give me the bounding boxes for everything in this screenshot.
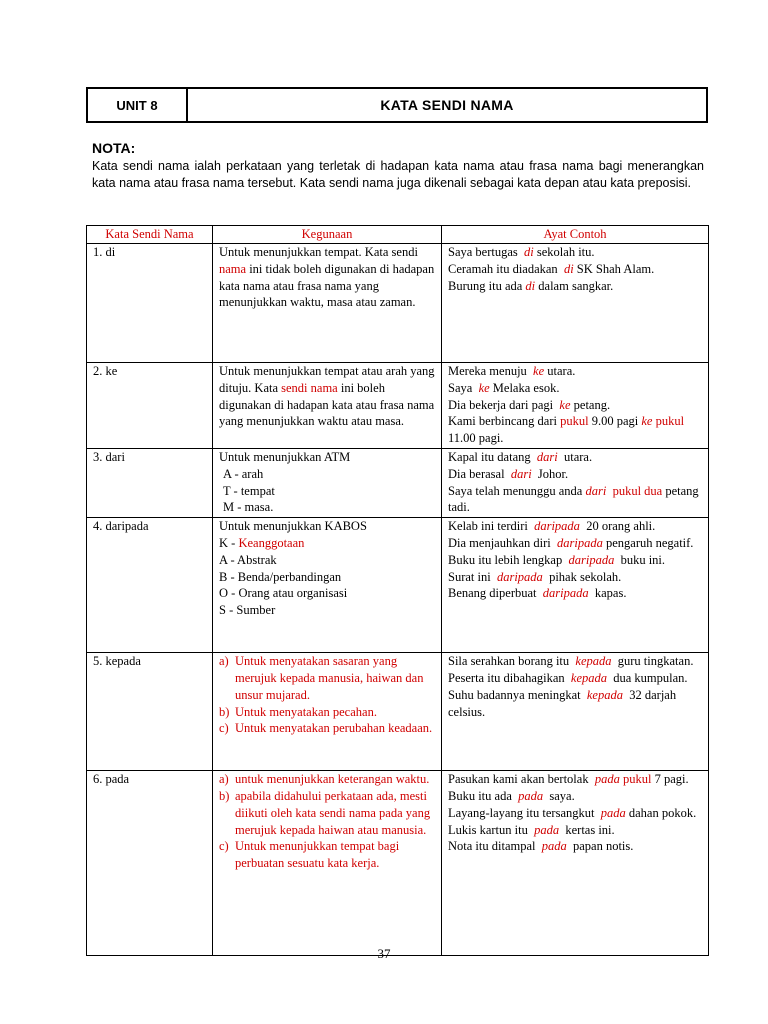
- usage-cell: [213, 518, 442, 653]
- example-sentence: Layang-layang itu tersangkut pada dahan pokok.: [448, 805, 697, 820]
- examples-cell: [442, 363, 709, 449]
- example-sentence: Ceramah itu diadakan di SK Shah Alam.: [448, 261, 655, 276]
- usage-line: A - Abstrak: [219, 552, 277, 567]
- unit-label: UNIT 8: [88, 89, 188, 121]
- examples-cell: [442, 449, 709, 518]
- examples-cell: [442, 244, 709, 363]
- example-sentence: Saya telah menunggu anda dari pukul dua petang tadi.: [448, 483, 699, 515]
- usage-item: b) apabila didahului perkataan ada, mesti diikuti oleh kata sendi nama pada yang merujuk kepada haiwan atau manusia.: [219, 788, 431, 837]
- nota-section: [92, 140, 704, 191]
- usage-line: Untuk menunjukkan KABOS: [219, 519, 367, 534]
- usage-line: T - tempat: [223, 483, 275, 498]
- word-cell: 2. ke: [87, 363, 213, 449]
- table-row: [87, 653, 709, 771]
- example-sentence: Kami berbincang dari pukul 9.00 pagi ke pukul 11.00 pagi.: [448, 414, 685, 446]
- examples-cell: [442, 653, 709, 771]
- word-cell: 4. daripada: [87, 518, 213, 653]
- usage-line: A - arah: [223, 466, 264, 481]
- example-sentence: Benang diperbuat daripada kapas.: [448, 586, 627, 601]
- usage-item: c) Untuk menyatakan perubahan keadaan.: [219, 721, 433, 736]
- usage-line: Untuk menunjukkan ATM: [219, 450, 351, 464]
- usage-item: b) Untuk menyatakan pecahan.: [219, 704, 377, 719]
- example-sentence: Lukis kartun itu pada kertas ini.: [448, 822, 615, 837]
- nota-label: NOTA:: [92, 140, 136, 156]
- example-sentence: Saya bertugas di sekolah itu.: [448, 245, 595, 259]
- table-row: [87, 363, 709, 449]
- usage-item: c) Untuk menunjukkan tempat bagi perbuatan sesuatu kata kerja.: [219, 839, 400, 871]
- example-sentence: Buku itu lebih lengkap daripada buku ini.: [448, 552, 666, 567]
- page-title: KATA SENDI NAMA: [380, 97, 514, 113]
- table-row: [87, 771, 709, 956]
- word-cell: 3. dari: [87, 449, 213, 518]
- example-sentence: Peserta itu dibahagikan kepada dua kumpulan.: [448, 670, 688, 685]
- usage-line: S - Sumber: [219, 603, 276, 618]
- example-sentence: Dia menjauhkan diri daripada pengaruh negatif.: [448, 535, 694, 550]
- usage-cell: [213, 449, 442, 518]
- table-row: [87, 244, 709, 363]
- examples-cell: [442, 518, 709, 653]
- usage-line: K - Keanggotaan: [219, 535, 305, 550]
- usage-line: O - Orang atau organisasi: [219, 586, 348, 601]
- word-cell: 1. di: [87, 244, 213, 363]
- example-sentence: Dia berasal dari Johor.: [448, 466, 569, 481]
- usage-cell: [213, 653, 442, 771]
- usage-line: M - masa.: [223, 500, 274, 515]
- usage-cell: Untuk menunjukkan tempat. Kata sendi nama ini tidak boleh digunakan di hadapan kata nama atau frasa nama yang menunjukkan waktu, masa atau zaman.: [213, 244, 442, 363]
- example-sentence: Sila serahkan borang itu kepada guru tingkatan.: [448, 654, 694, 669]
- usage-line: B - Benda/perbandingan: [219, 569, 342, 584]
- column-header-kegunaan: Kegunaan: [213, 226, 442, 244]
- table-header-row: [87, 226, 709, 244]
- example-sentence: Pasukan kami akan bertolak pada pukul 7 pagi.: [448, 772, 689, 787]
- example-sentence: Nota itu ditampal pada papan notis.: [448, 839, 634, 854]
- examples-cell: [442, 771, 709, 956]
- page-number: 37: [377, 946, 391, 961]
- example-sentence: Mereka menuju ke utara.: [448, 364, 576, 378]
- kata-sendi-table: [86, 225, 709, 956]
- example-sentence: Dia bekerja dari pagi ke petang.: [448, 397, 611, 412]
- example-sentence: Kelab ini terdiri daripada 20 orang ahli.: [448, 519, 656, 534]
- column-header-ayat-contoh: Ayat Contoh: [442, 226, 709, 244]
- word-cell: 6. pada: [87, 771, 213, 956]
- usage-cell: Untuk menunjukkan tempat atau arah yang dituju. Kata sendi nama ini boleh digunakan di hadapan kata atau frasa nama yang menunjukkan waktu atau masa.: [213, 363, 442, 449]
- word-cell: 5. kepada: [87, 653, 213, 771]
- example-sentence: Burung itu ada di dalam sangkar.: [448, 278, 614, 293]
- table-row: [87, 449, 709, 518]
- example-sentence: Kapal itu datang dari utara.: [448, 450, 593, 464]
- example-sentence: Surat ini daripada pihak sekolah.: [448, 569, 622, 584]
- usage-item: a) untuk menunjukkan keterangan waktu.: [219, 772, 430, 787]
- usage-cell: [213, 771, 442, 956]
- nota-text: Kata sendi nama ialah perkataan yang terletak di hadapan kata nama atau frasa nama bagi menerangkan kata nama atau frasa nama tersebut. Kata sendi nama juga dikenali sebagai kata depan atau kata preposisi.: [92, 159, 704, 190]
- usage-item: a) Untuk menyatakan sasaran yang merujuk kepada manusia, haiwan dan unsur mujarad.: [219, 654, 424, 702]
- column-header-kata-sendi: Kata Sendi Nama: [87, 226, 213, 244]
- table-row: [87, 518, 709, 653]
- example-sentence: Suhu badannya meningkat kepada 32 darjah celsius.: [448, 687, 677, 719]
- example-sentence: Buku itu ada pada saya.: [448, 788, 575, 803]
- example-sentence: Saya ke Melaka esok.: [448, 380, 560, 395]
- unit-header: [86, 87, 708, 123]
